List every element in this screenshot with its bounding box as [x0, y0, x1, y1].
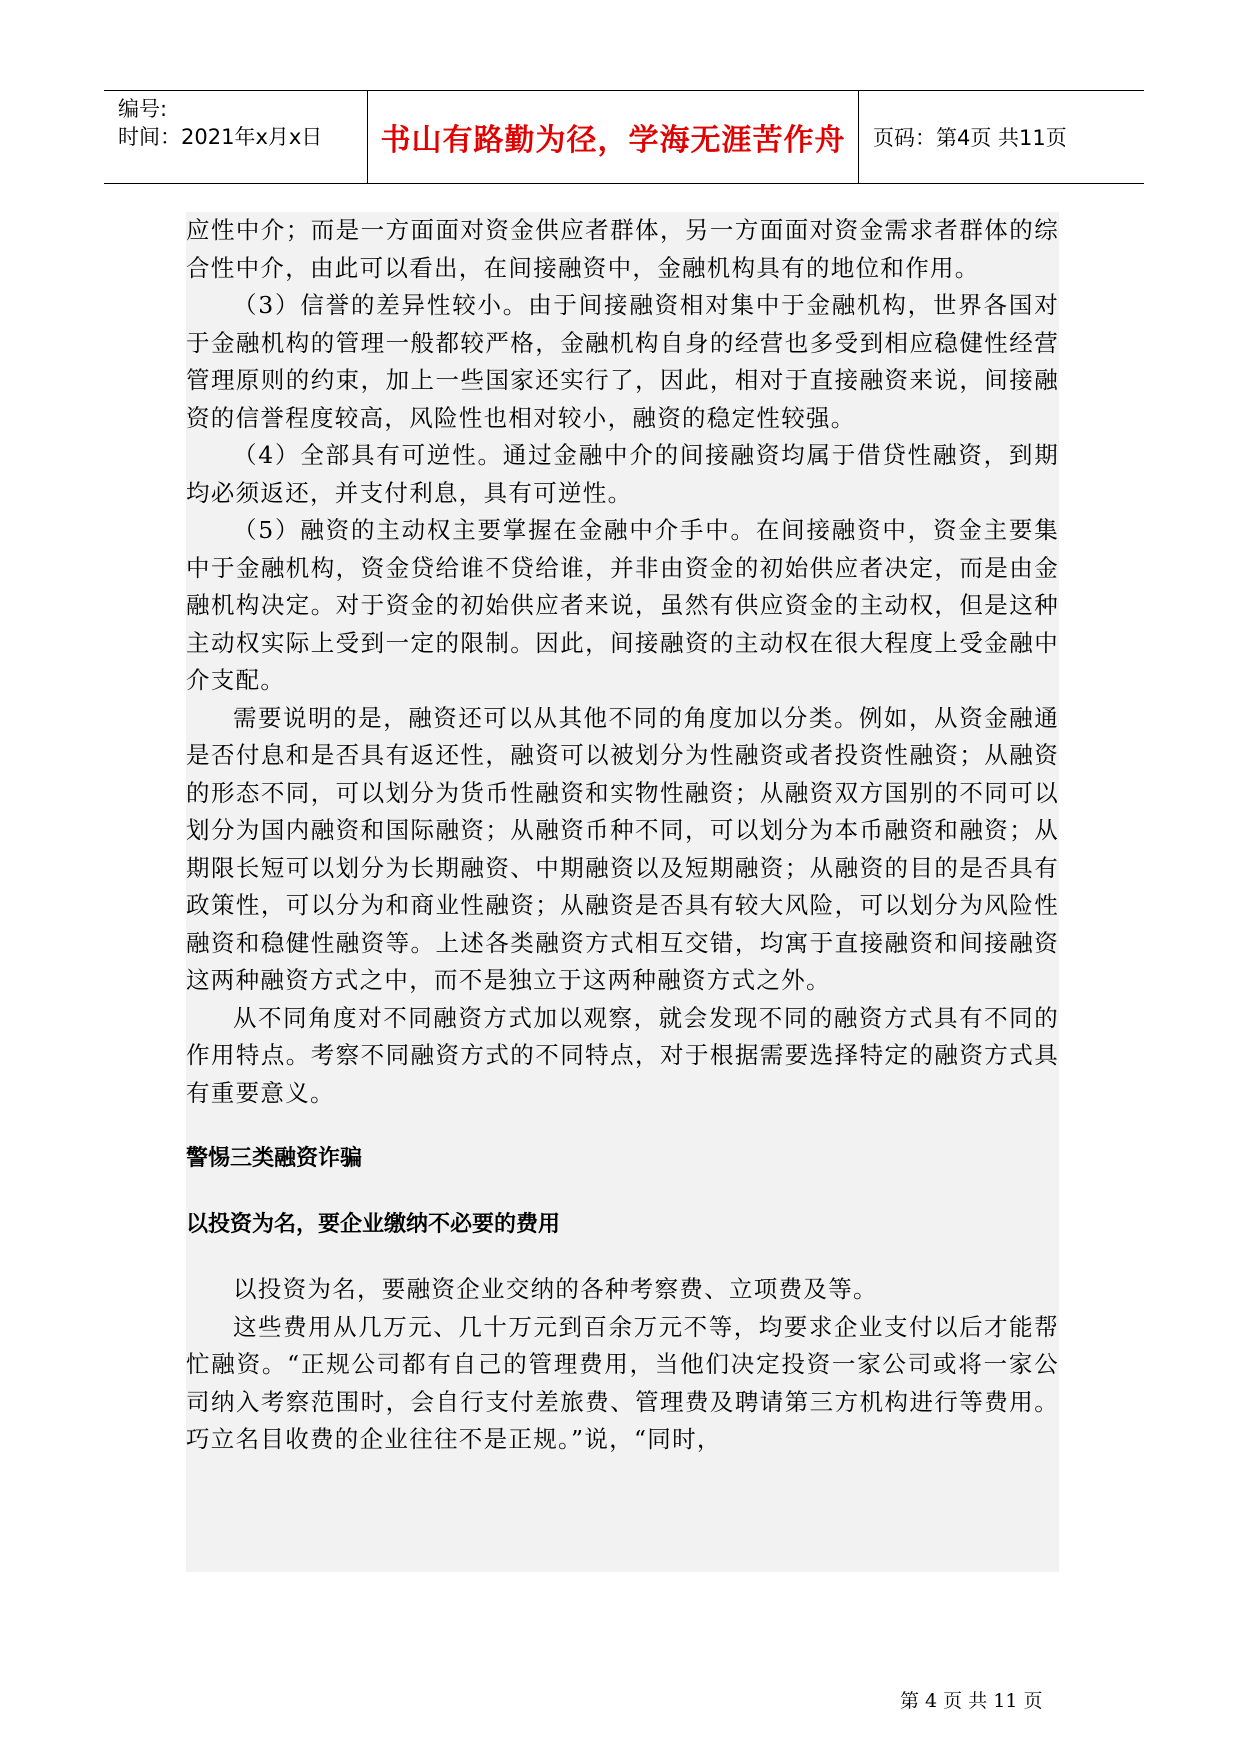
paragraph-continuation: 应性中介；而是一方面面对资金供应者群体，另一方面面对资金需求者群体的综合性中介，由此可以看出，在间接融资中，金融机构具有的地位和作用。: [186, 216, 1059, 282]
document-time: 时间：2021年x月x日: [118, 125, 323, 149]
page-footer: 第 4 页 共 11 页: [900, 1690, 1043, 1712]
page-header: [104, 90, 1144, 184]
paragraph-classification: 需要说明的是，融资还可以从其他不同的角度加以分类。例如，从资金融通是否付息和是否具有返还性，融资可以被划分为性融资或者投资性融资；从融资的形态不同，可以划分为货币性融资和实物性融资；从融资双方国别的不同可以划分为国内融资和国际融资；从融资币种不同，可以划分为本币融资和融资；从期限长短可以划分为长期融资、中期融资以及短期融资；从融资的目的是否具有政策性，可以分为和商业性融资；从融资是否具有较大风险，可以划分为风险性融资和稳健性融资等。上述各类融资方式相互交错，均寓于直接融资和间接融资这两种融资方式之中，而不是独立于这两种融资方式之外。: [186, 703, 1059, 994]
header-page-info: 页码：第4页 共11页: [873, 126, 1067, 150]
paragraph-fee-details: 这些费用从几万元、几十万元到百余万元不等，均要求企业支付以后才能帮忙融资。“正规公司都有自己的管理费用，当他们决定投资一家公司或将一家公司纳入考察范围时，会自行支付差旅费、管理费及聘请第三方机构进行等费用。巧立名目收费的企业往往不是正规。”说，“同时，: [186, 1312, 1059, 1453]
paragraph-point-4: （4）全部具有可逆性。通过金融中介的间接融资均属于借贷性融资，到期均必须返还，并支付利息，具有可逆性。: [186, 441, 1059, 507]
header-page-cell: [859, 91, 1144, 183]
header-motto-cell: [368, 91, 859, 183]
paragraph-point-5: （5）融资的主动权主要掌握在金融中介手中。在间接融资中，资金主要集中于金融机构，资金贷给谁不贷给谁，并非由资金的初始供应者决定，而是由金融机构决定。对于资金的初始供应者来说，虽然有供应资金的主动权，但是这种主动权实际上受到一定的限制。因此，间接融资的主动权在很大程度上受金融中介支配。: [186, 516, 1059, 694]
document-code-label: 编号:: [118, 97, 168, 121]
header-left-cell: [104, 91, 368, 183]
paragraph-fees: 以投资为名，要融资企业交纳的各种考察费、立项费及等。: [233, 1275, 878, 1303]
paragraph-observation: 从不同角度对不同融资方式加以观察，就会发现不同的融资方式具有不同的作用特点。考察不同融资方式的不同特点，对于根据需要选择特定的融资方式具有重要意义。: [186, 1003, 1059, 1107]
section-heading: 警惕三类融资诈骗: [186, 1146, 363, 1171]
subsection-heading: 以投资为名，要企业缴纳不必要的费用: [186, 1211, 561, 1237]
document-body: [186, 212, 1059, 1572]
paragraph-point-3: （3）信誉的差异性较小。由于间接融资相对集中于金融机构，世界各国对于金融机构的管理一般都较严格，金融机构自身的经营也多受到相应稳健性经营管理原则的约束，加上一些国家还实行了，因此，相对于直接融资来说，间接融资的信誉程度较高，风险性也相对较小，融资的稳定性较强。: [186, 291, 1059, 432]
header-motto: 书山有路勤为径，学海无涯苦作舟: [380, 123, 846, 158]
